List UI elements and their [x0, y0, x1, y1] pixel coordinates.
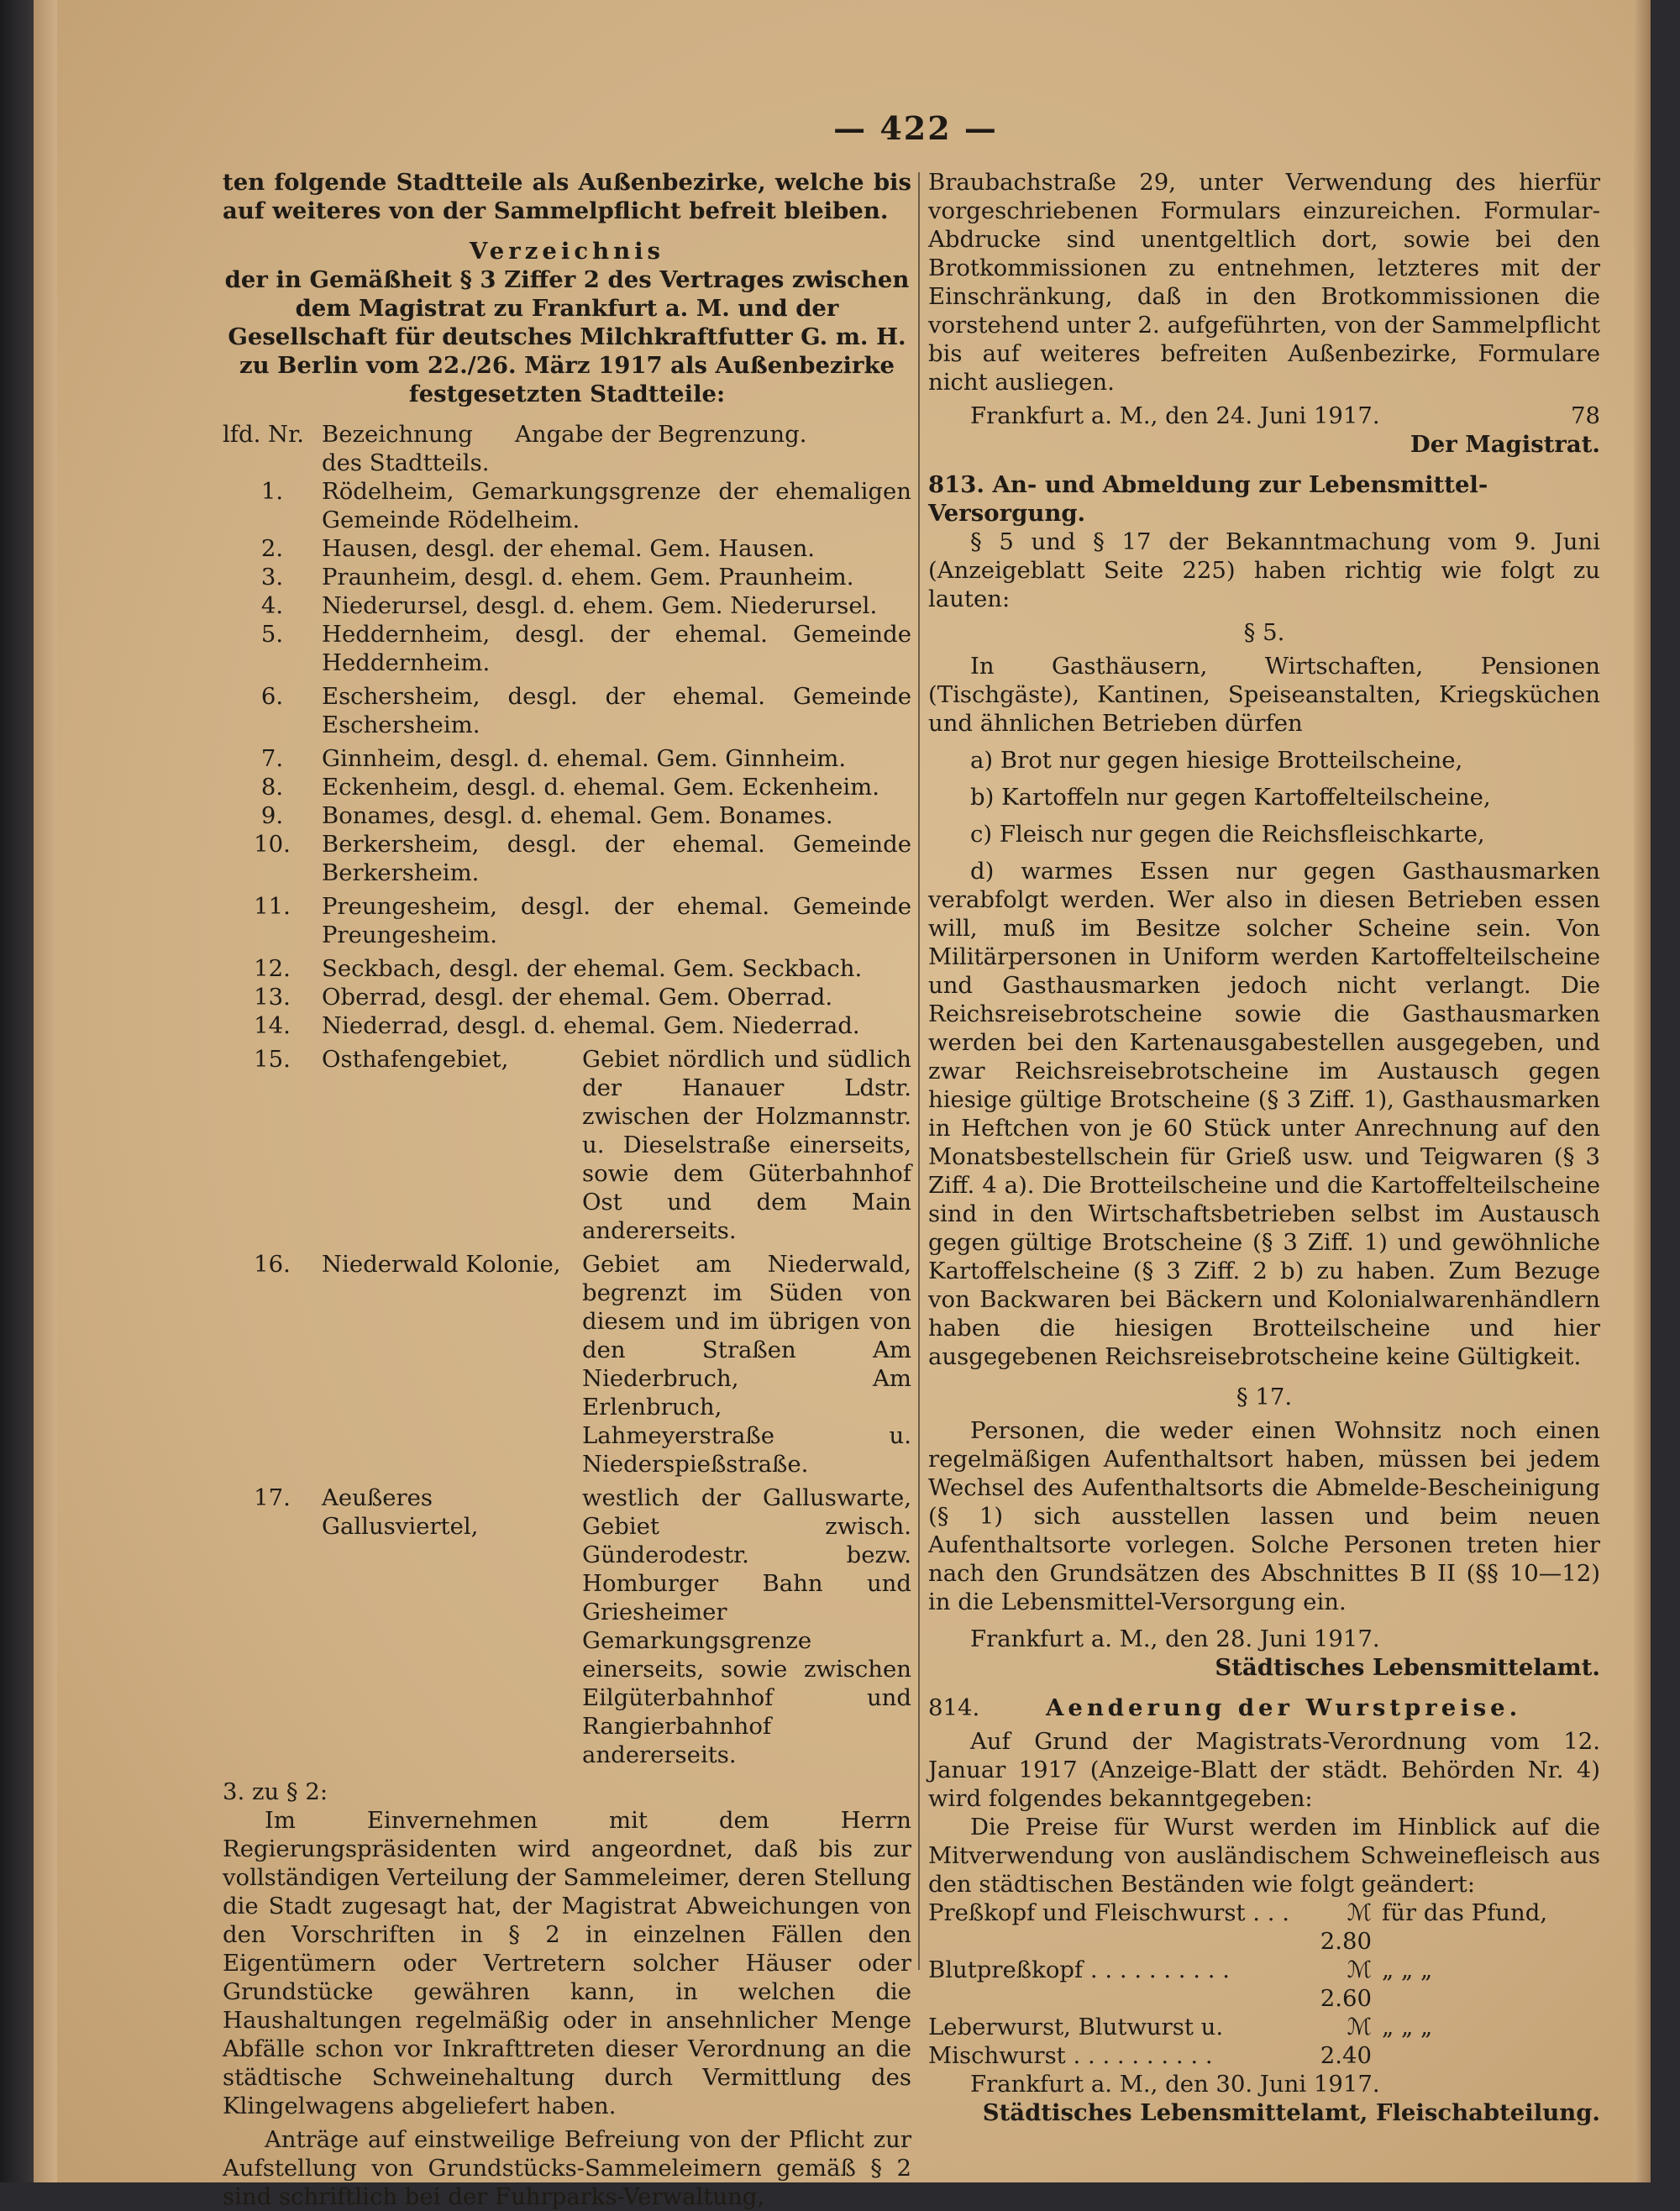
table-row: 15. Osthafengebiet, Gebiet nördlich und südlich der Hanauer Ldstr. zwischen der Holzmannstr. u. Dieselstraße einerseits, sowie dem Güterbahnhof Ost und dem Main andererseits.: [254, 1046, 911, 1244]
notice-heading: 813. An- und Abmeldung zur Lebensmittel-Versorgung.: [928, 471, 1488, 527]
list-item: a) Brot nur gegen hiesige Brotteilscheine,: [970, 747, 1463, 774]
list-subtitle: der in Gemäßheit § 3 Ziffer 2 des Vertrages zwischen dem Magistrat zu Frankfurt a. M. und der Gesellschaft für deutsches Milchkraftfutter G. m. H. zu Berlin vom 22./26. März 1917 als Außenbezirke festgesetzten Stadtteile:: [224, 266, 910, 407]
page-number: — 422 —: [833, 109, 998, 147]
paragraph: Die Preise für Wurst werden im Hinblick auf die Mitverwendung von ausländischem Schweinefleisch aus den städtischen Beständen wie folgt geändert:: [928, 1814, 1600, 1898]
table-row: 11. Preungesheim, desgl. der ehemal. Gemeinde Preungesheim.: [254, 893, 911, 948]
list-title: Verzeichnis: [469, 238, 665, 265]
table-row: 4. Niederursel, desgl. d. ehem. Gem. Niederursel.: [260, 592, 878, 619]
signature: Städtisches Lebensmittelamt.: [1215, 1654, 1600, 1681]
section-mark: § 5.: [1243, 619, 1285, 646]
right-column: [928, 168, 1600, 2127]
table-row: 1. Rödelheim, Gemarkungsgrenze der ehemaligen Gemeinde Rödelheim.: [260, 478, 911, 533]
notice-heading: 814. Aenderung der Wurstpreise.: [928, 1694, 1522, 1721]
table-row: 5. Heddernheim, desgl. der ehemal. Gemeinde Heddernheim.: [260, 621, 911, 676]
list-item: c) Fleisch nur gegen die Reichsfleischkarte,: [970, 821, 1485, 848]
paragraph: § 5 und § 17 der Bekanntmachung vom 9. Juni (Anzeigeblatt Seite 225) haben richtig wie folgt zu lauten:: [928, 528, 1600, 612]
table-row: 17. Aeußeres Gallusviertel, westlich der Galluswarte, Gebiet zwisch. Günderodestr. bezw. Homburger Bahn und Griesheimer Gemarkungsgrenze einerseits, sowie zwischen Eilgüterbahnhof und Rangierbahnhof andererseits.: [254, 1484, 911, 1768]
table-header: [223, 420, 911, 477]
table-row: 9. Bonames, desgl. d. ehemal. Gem. Bonames.: [260, 802, 833, 829]
column-divider: [918, 172, 920, 1970]
page-stack-edge: [34, 0, 57, 2182]
paragraph: Anträge auf einstweilige Befreiung von der Pflicht zur Aufstellung von Grundstücks-Sammeleimern gemäß § 2 sind schriftlich bei der Fuhrparks-Verwaltung,: [223, 2126, 911, 2210]
header-number: lfd. Nr.: [223, 421, 304, 448]
section-label: 3. zu § 2:: [223, 1778, 328, 1805]
header-boundary: Angabe der Begrenzung.: [515, 421, 807, 448]
price-row: Blutpreßkopf . . . . . . . . . . ℳ 2.60 „ „ „: [928, 1956, 1433, 2012]
paragraph: Im Einvernehmen mit dem Herrn Regierungspräsidenten wird angeordnet, daß bis zur vollständigen Verteilung der Sammeleimer, deren Stellung die Stadt zugesagt hat, der Magistrat Abweichungen von den Vorschriften in § 2 in einzelnen Fällen den Eigentümern oder Vertretern solcher Häuser oder Grundstücke gewähren kann, in welchen die Haushaltungen regelmäßig oder in ansehnlicher Menge Abfälle schon vor Inkrafttreten dieser Verordnung an die städtische Schweinehaltung durch Vermittlung des Klingelwagens abgeliefert haben.: [223, 1807, 911, 2119]
header-name: Bezeichnung des Stadtteils.: [322, 421, 490, 476]
paragraph: Braubachstraße 29, unter Verwendung des hierfür vorgeschriebenen Formulars einzureichen. Formular-Abdrucke sind unentgeltlich dort, sowie bei den Brotkommissionen zu entnehmen, letzteres mit der Einschränkung, daß in den Brotkommissionen die vorstehend unter 2. aufgeführten, von der Sammelpflicht bis auf weiteres befreiten Außenbezirke, Formulare nicht ausliegen.: [928, 169, 1600, 396]
price-row: Leberwurst, Blutwurst u. Mischwurst . . . . . . . . . . ℳ 2.40 „ „ „: [928, 2014, 1433, 2069]
signature: Der Magistrat.: [1410, 431, 1600, 458]
paragraph: Auf Grund der Magistrats-Verordnung vom 12. Januar 1917 (Anzeige-Blatt der städt. Behörden Nr. 4) wird folgendes bekanntgegeben:: [928, 1728, 1600, 1812]
table-row: 14. Niederrad, desgl. d. ehemal. Gem. Niederrad.: [254, 1012, 860, 1039]
table-row: 6. Eschersheim, desgl. der ehemal. Gemeinde Eschersheim.: [260, 683, 911, 738]
table-row: 12. Seckbach, desgl. der ehemal. Gem. Seckbach.: [254, 955, 863, 982]
list-item: d) warmes Essen nur gegen Gasthausmarken verabfolgt werden. Wer also in diesen Betrieben essen will, muß im Besitze solcher Scheine sein. Von Militärpersonen in Uniform werden Kartoffelteilscheine und Gasthausmarken jedoch nicht verlangt. Die Reichsreisebrotscheine sowie die Gasthausmarken werden bei den Kartenausgabestellen ausgegeben, und zwar Reichsreisebrotscheine im Austausch gegen hiesige gültige Brotscheine (§ 3 Ziff. 1), Gasthausmarken in Heftchen von je 60 Stück unter Anrechnung auf den Monatsbestellschein für Grieß usw. und Teigwaren (§ 3 Ziff. 4 a). Die Brotteilscheine und die Kartoffelteilscheine sind in den Wirtschaftsbetrieben selbst im Austausch gegen gültige Brotscheine (§ 3 Ziff. 1) und gewöhnliche Kartoffelscheine (§ 3 Ziff. 2 b) zu haben. Zum Bezuge von Backwaren bei Bäckern und Kolonialwarenhändlern haben die hiesigen Brotteilscheine und hier ausgegebenen Reichsreisebrotscheine keine Gültigkeit.: [928, 858, 1600, 1370]
table-row: 3. Praunheim, desgl. d. ehem. Gem. Praunheim.: [260, 564, 854, 591]
left-column: [223, 168, 911, 2211]
list-item: b) Kartoffeln nur gegen Kartoffelteilscheine,: [970, 784, 1491, 811]
paragraph: Personen, die weder einen Wohnsitz noch einen regelmäßigen Aufenthaltsort haben, müssen bei jedem Wechsel des Aufenthaltsorts die Abmelde-Bescheinigung (§ 1) sich ausstellen lassen und beim neuen Aufenthaltsorte vorlegen. Solche Personen treten hier nach den Grundsätzen des Abschnittes B II (§§ 10—12) in die Lebensmittel-Versorgung ein.: [928, 1417, 1600, 1615]
paragraph: In Gasthäusern, Wirtschaften, Pensionen (Tischgäste), Kantinen, Speiseanstalten, Kriegsküchen und ähnlichen Betrieben dürfen: [928, 653, 1600, 737]
table-row: 13. Oberrad, desgl. der ehemal. Gem. Oberrad.: [254, 984, 833, 1011]
document-page: [34, 0, 1651, 2210]
page-right-edge: [1634, 0, 1651, 2182]
table-row: 10. Berkersheim, desgl. der ehemal. Gemeinde Berkersheim.: [254, 831, 911, 886]
intro-text: ten folgende Stadtteile als Außenbezirke, welche bis auf weiteres von der Sammelpflicht befreit bleiben.: [223, 169, 911, 224]
date-line: Frankfurt a. M., den 28. Juni 1917.: [970, 1625, 1380, 1652]
book-binding: [0, 0, 34, 2182]
price-row: Preßkopf und Fleischwurst . . . ℳ 2.80 für das Pfund,: [928, 1899, 1548, 1955]
table-row: 2. Hausen, desgl. der ehemal. Gem. Hausen.: [260, 535, 816, 562]
table-row: 7. Ginnheim, desgl. d. ehemal. Gem. Ginnheim.: [260, 745, 847, 772]
table-row: 8. Eckenheim, desgl. d. ehemal. Gem. Eckenheim.: [260, 774, 879, 801]
section-mark: § 17.: [1236, 1384, 1293, 1410]
signature: Städtisches Lebensmittelamt, Fleischabteilung.: [982, 2099, 1600, 2126]
table-row: 16. Niederwald Kolonie, Gebiet am Niederwald, begrenzt im Süden von diesem und im übrigen von den Straßen Am Niederbruch, Am Erlenbruch, Lahmeyerstraße u. Niederspießstraße.: [254, 1251, 911, 1478]
date-line: Frankfurt a. M., den 30. Juni 1917.: [970, 2071, 1380, 2098]
date-line: Frankfurt a. M., den 24. Juni 1917. 78: [970, 402, 1600, 429]
